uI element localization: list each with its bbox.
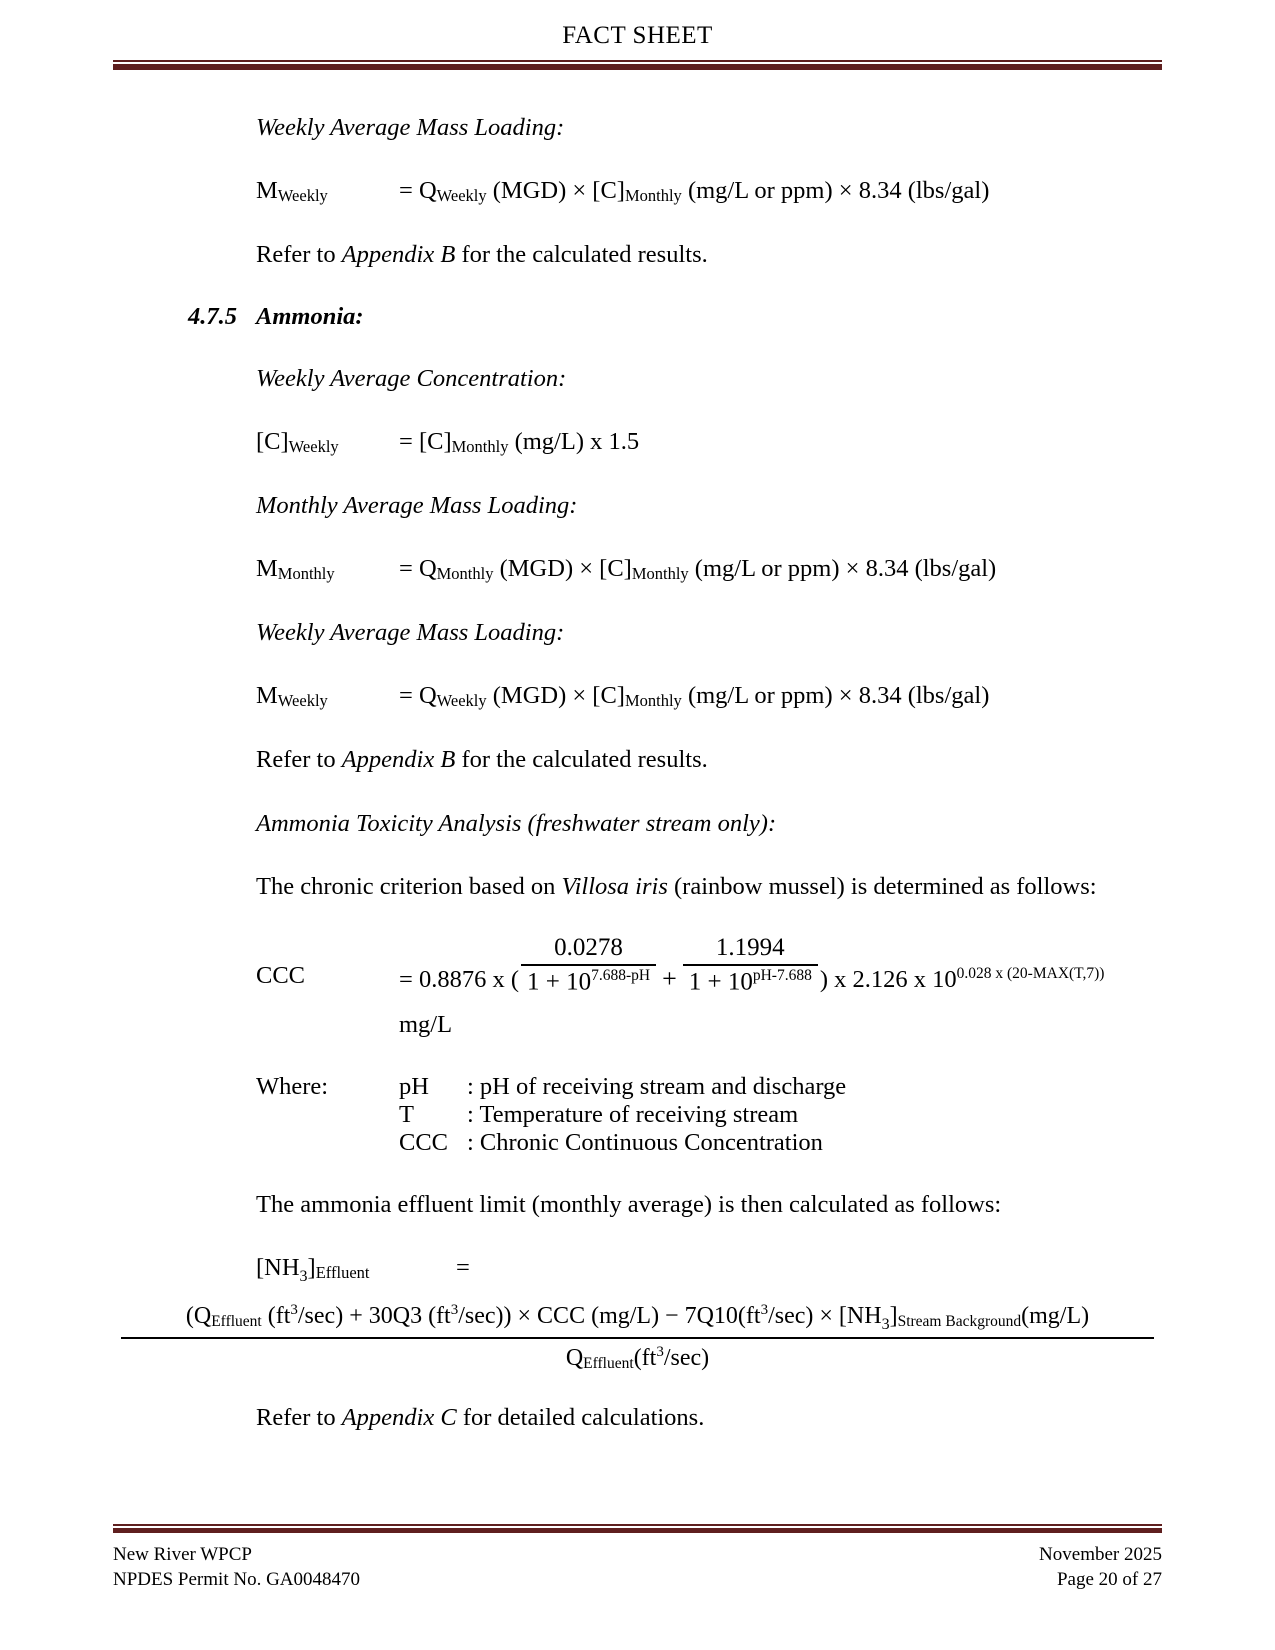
ccc-frac2-numerator: 1.1994 <box>715 934 785 962</box>
nh3-equals: = <box>456 1254 470 1282</box>
criterion-post: (rainbow mussel) is determined as follows: <box>667 872 1097 900</box>
den-p3: /sec) <box>663 1344 710 1371</box>
formula-label-m-4: M <box>256 682 278 710</box>
formula-sub-monthly: Monthly <box>624 186 682 206</box>
ccc-frac1-den-base: 1 + 10 <box>526 968 592 996</box>
num-sub-3: 3 <box>881 1315 890 1333</box>
formula-sub-weekly: Weekly <box>436 186 487 206</box>
formula-mid-3: (MGD) × [C] <box>499 555 632 583</box>
refer-appendix-b-2 <box>113 744 1162 775</box>
ccc-fraction-2 <box>683 934 818 997</box>
formula-sub1-4: Weekly <box>436 691 487 711</box>
formula-label-3 <box>256 553 399 585</box>
nh3-label-subscript: Effluent <box>315 1263 370 1283</box>
formula-mid-4: (MGD) × [C] <box>492 682 625 710</box>
formula-label-2 <box>256 426 399 458</box>
den-p1: Q <box>565 1344 584 1371</box>
formula-eq: = Q <box>399 177 437 205</box>
footer-facility-name: New River WPCP <box>113 1543 252 1565</box>
effluent-limit-intro: The ammonia effluent limit (monthly average) is then calculated as follows: <box>256 1190 1002 1218</box>
page-content <box>113 112 1162 1465</box>
formula-label-symbol: M <box>256 177 278 205</box>
formula-body-1 <box>399 175 1162 207</box>
fraction-denominator <box>121 1339 1154 1372</box>
num-sup-2: 3 <box>450 1301 459 1318</box>
num-p5: /sec) × [NH <box>768 1302 882 1329</box>
where-rows <box>399 1073 1162 1157</box>
formula-tail: (mg/L or ppm) × 8.34 (lbs/gal) <box>687 177 990 205</box>
num-p2: (ft <box>267 1302 291 1329</box>
appendix-c-link: Appendix C <box>341 1403 457 1431</box>
where-term-t: T <box>399 1101 414 1128</box>
nh3-label-base: [NH <box>256 1254 300 1282</box>
ccc-units: mg/L <box>399 1011 453 1039</box>
formula-label-subscript: Weekly <box>277 186 328 206</box>
num-p6: ] <box>889 1302 898 1329</box>
formula-monthly-mass-loading <box>113 553 1162 585</box>
where-desc-ccc: : Chronic Continuous Concentration <box>467 1128 823 1156</box>
ccc-fraction-1 <box>521 934 656 997</box>
formula-tail-4: (mg/L or ppm) × 8.34 (lbs/gal) <box>687 682 990 710</box>
refer-post-1: for the calculated results. <box>455 241 708 269</box>
nh3-effluent-row <box>113 1252 1162 1288</box>
page-footer <box>113 1524 1162 1592</box>
formula-label-sub-monthly-3: Monthly <box>277 564 335 584</box>
nh3-effluent-fraction <box>113 1302 1162 1372</box>
where-row <box>399 1073 1162 1101</box>
monthly-average-mass-loading-heading: Monthly Average Mass Loading: <box>256 491 578 519</box>
refer-appendix-c <box>113 1402 1162 1433</box>
nh3-label-sub3: 3 <box>299 1268 308 1286</box>
appendix-b-link-2: Appendix B <box>341 746 456 774</box>
weekly-average-concentration-heading: Weekly Average Concentration: <box>256 364 567 392</box>
formula-label-c: [C] <box>256 427 289 455</box>
ccc-frac1-numerator: 0.0278 <box>554 934 623 962</box>
header-rule-thick <box>113 64 1162 70</box>
formula-tail-3: (mg/L or ppm) × 8.34 (lbs/gal) <box>694 555 997 583</box>
nh3-label-close: ] <box>307 1254 316 1282</box>
formula-eq-4: = Q <box>399 682 437 710</box>
footer-columns <box>113 1542 1162 1592</box>
refer-appendix-b-1 <box>113 239 1162 270</box>
where-row <box>399 1101 1162 1129</box>
formula-sub1-3: Monthly <box>436 564 494 584</box>
formula-weekly-concentration <box>113 426 1162 458</box>
ccc-label: CCC <box>256 962 306 990</box>
formula-weekly-mass-loading-2 <box>113 680 1162 712</box>
ccc-lead: = 0.8876 x ( <box>399 965 519 993</box>
where-definitions <box>113 1073 1162 1157</box>
formula-mid: (MGD) × [C] <box>492 177 625 205</box>
ccc-frac2-den-exponent: pH-7.688 <box>752 967 812 984</box>
formula-label-1 <box>256 175 399 207</box>
num-p7: (mg/L) <box>1021 1302 1090 1329</box>
header-rule <box>113 60 1162 70</box>
formula-sub2-3: Monthly <box>631 564 689 584</box>
nh3-effluent-label <box>256 1252 456 1288</box>
fraction-numerator <box>121 1302 1154 1337</box>
section-title: Ammonia: <box>256 302 364 330</box>
criterion-pre: The chronic criterion based on <box>256 872 562 900</box>
formula-body-2 <box>399 426 1162 458</box>
formula-sub-monthly-2: Monthly <box>451 436 509 456</box>
header-title: FACT SHEET <box>562 22 713 49</box>
where-term-ph: pH <box>399 1073 429 1101</box>
den-p2: (ft <box>633 1344 657 1371</box>
den-sup-3: 3 <box>656 1343 664 1360</box>
appendix-b-link-1: Appendix B <box>341 241 456 269</box>
footer-right <box>1039 1542 1162 1592</box>
formula-eq-2: = [C] <box>399 427 452 455</box>
ccc-tail-text: ) x 2.126 x 10 <box>819 966 957 994</box>
footer-page-number: Page 20 of 27 <box>1056 1568 1162 1590</box>
ccc-tail <box>820 937 1105 994</box>
where-desc-t: : Temperature of receiving stream <box>467 1101 799 1128</box>
section-number: 4.7.5 <box>188 302 237 330</box>
num-sub-effluent: Effluent <box>211 1312 262 1330</box>
refer-pre-2: Refer to <box>256 746 342 774</box>
ccc-tail-exponent: 0.028 x (20-MAX(T,7)) <box>956 965 1105 983</box>
ccc-frac2-den-base: 1 + 10 <box>688 968 753 996</box>
where-label: Where: <box>256 1073 329 1101</box>
section-heading-4-7-5 <box>113 303 1162 331</box>
ccc-frac1-denominator <box>521 966 656 997</box>
formula-sub2-4: Monthly <box>624 691 682 711</box>
page-header <box>113 22 1162 70</box>
where-term-ccc: CCC <box>399 1128 449 1156</box>
footer-left <box>113 1542 360 1592</box>
num-p1: (Q <box>185 1302 212 1329</box>
ccc-formula <box>113 934 1162 997</box>
weekly-average-mass-loading-heading-2: Weekly Average Mass Loading: <box>256 618 565 646</box>
villosa-iris-species: Villosa iris <box>561 872 668 900</box>
weekly-average-mass-loading-heading-1: Weekly Average Mass Loading: <box>256 114 565 141</box>
formula-label-sub-weekly-4: Weekly <box>277 691 328 711</box>
formula-eq-3: = Q <box>399 555 437 583</box>
where-row <box>399 1129 1162 1157</box>
num-sup-3: 3 <box>760 1301 769 1318</box>
refer-post-2: for the calculated results. <box>455 746 708 774</box>
refer-post-3: for detailed calculations. <box>456 1403 705 1431</box>
formula-label-m-3: M <box>256 555 278 583</box>
ammonia-toxicity-heading: Ammonia Toxicity Analysis (freshwater stream only): <box>256 809 777 837</box>
num-sub-stream-background: Stream Background <box>897 1312 1022 1330</box>
ccc-plus-sign: + <box>662 963 677 993</box>
ccc-frac1-den-exponent: 7.688-pH <box>591 967 651 984</box>
num-p4: /sec)) × CCC (mg/L) − 7Q10(ft <box>458 1302 761 1329</box>
footer-date: November 2025 <box>1039 1543 1162 1565</box>
formula-weekly-mass-loading-1 <box>113 175 1162 207</box>
refer-pre-1: Refer to <box>256 241 342 269</box>
chronic-criterion-text <box>113 871 1162 902</box>
num-sup-1: 3 <box>290 1301 298 1318</box>
formula-body-3 <box>399 553 1162 585</box>
formula-tail-2: (mg/L) x 1.5 <box>514 427 640 455</box>
num-p3: /sec) + 30Q3 (ft <box>297 1302 451 1329</box>
den-sub-effluent: Effluent <box>583 1354 634 1372</box>
where-desc-ph: : pH of receiving stream and discharge <box>467 1073 847 1101</box>
formula-body-4 <box>399 680 1162 712</box>
footer-rule-thick <box>113 1528 1162 1533</box>
refer-pre-3: Refer to <box>256 1403 342 1431</box>
ccc-expression <box>399 934 1104 997</box>
footer-permit-number: NPDES Permit No. GA0048470 <box>113 1568 361 1590</box>
formula-label-4 <box>256 680 399 712</box>
ccc-frac2-denominator <box>683 966 818 997</box>
formula-label-sub-weekly: Weekly <box>288 436 339 456</box>
